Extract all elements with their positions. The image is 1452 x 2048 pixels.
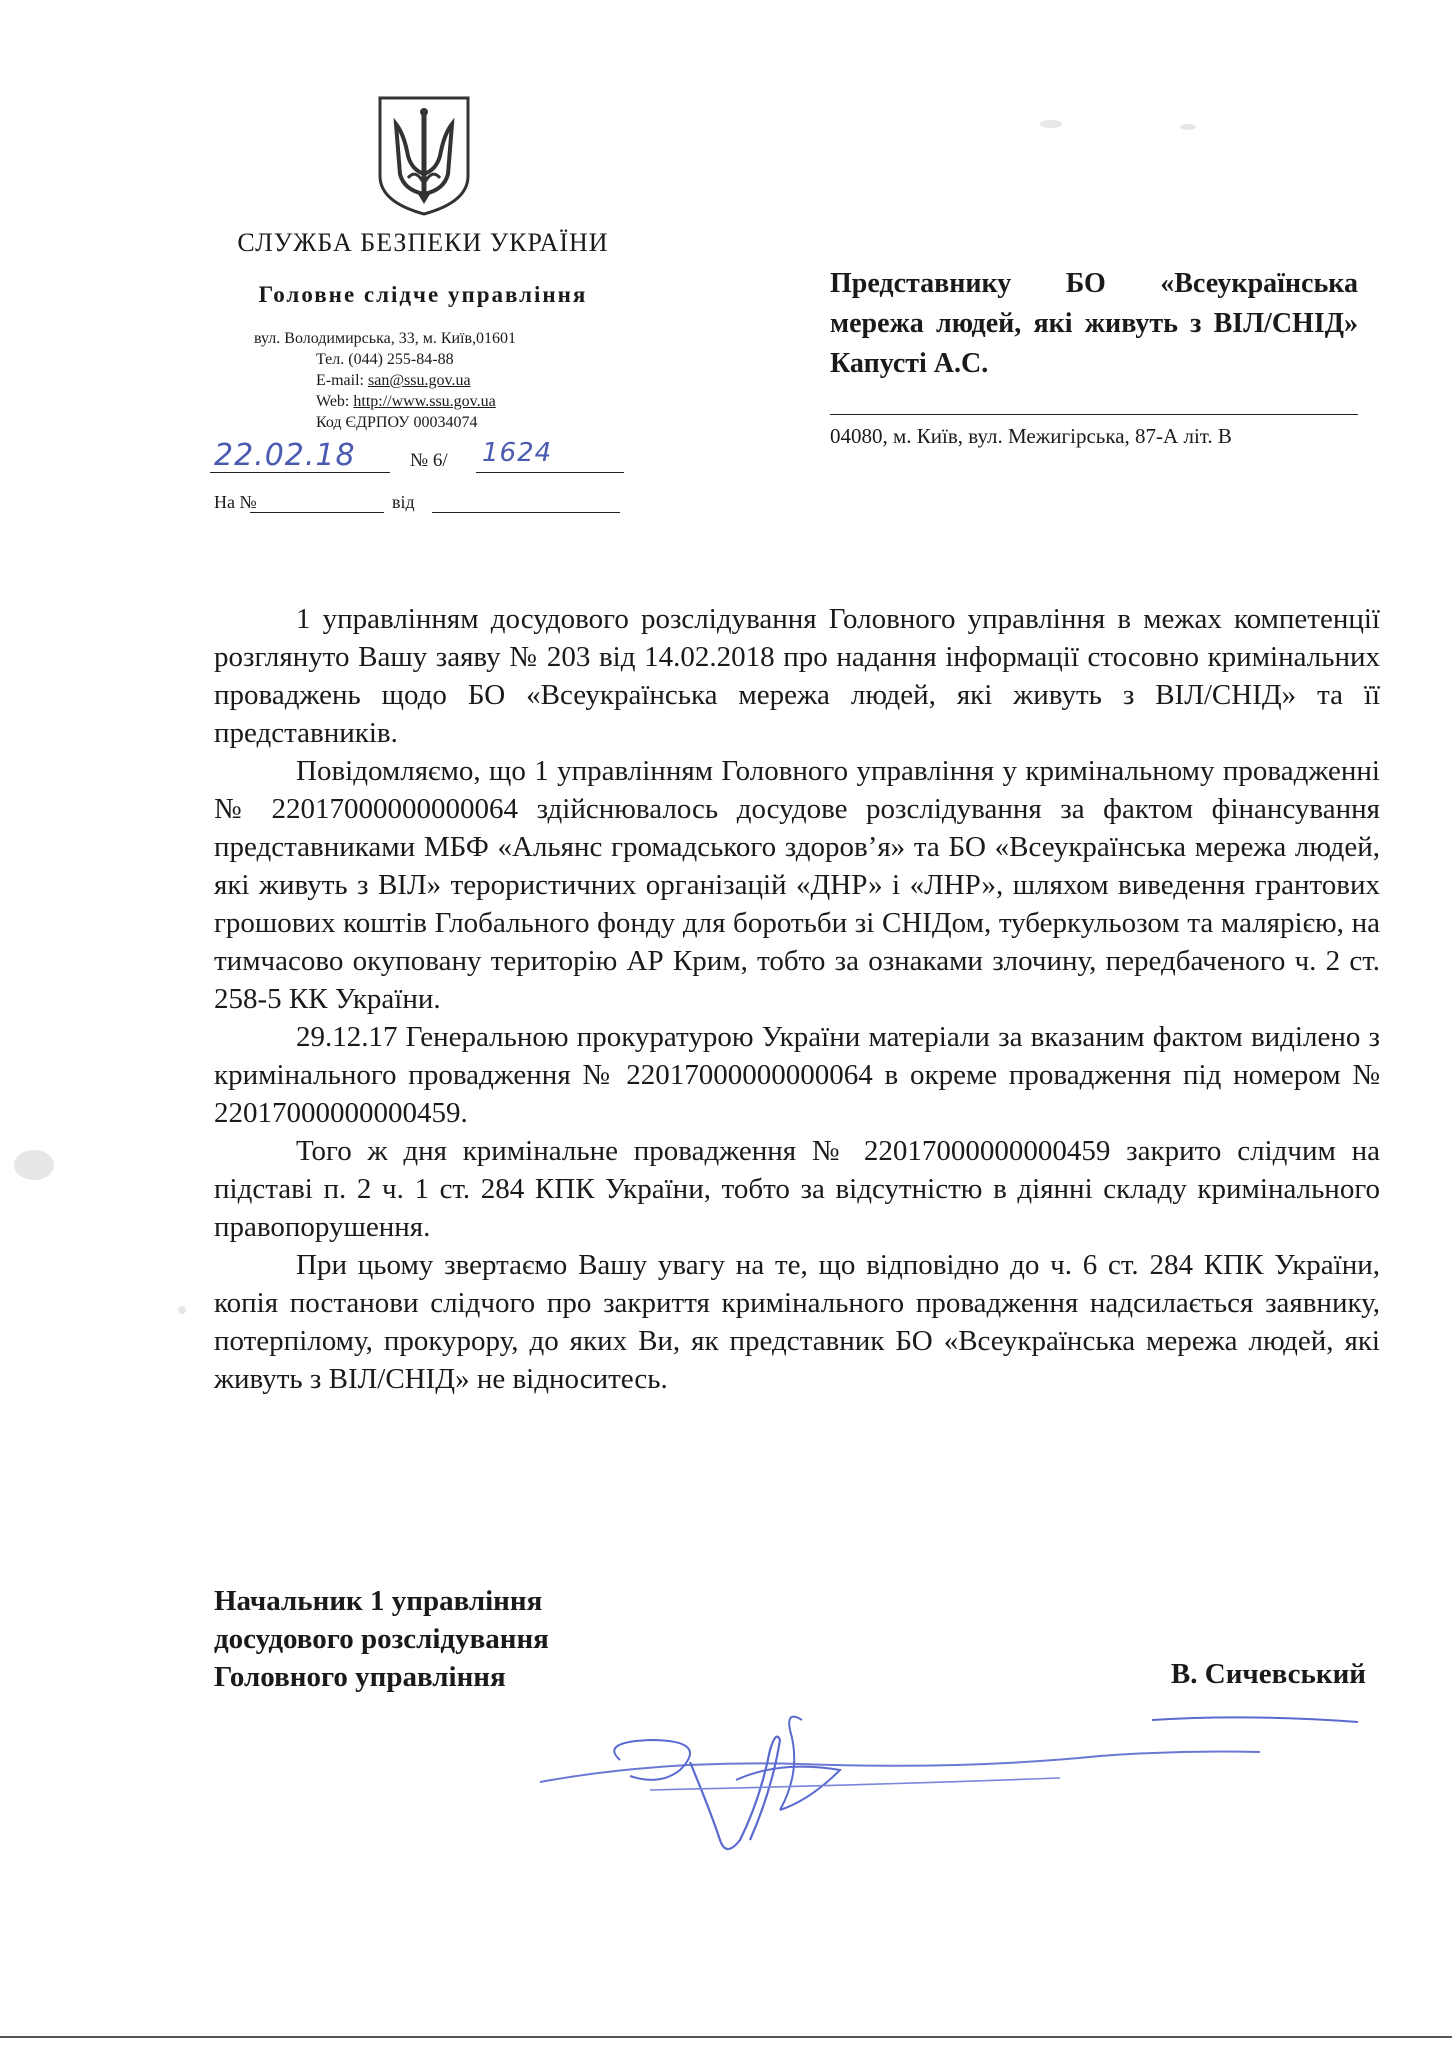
- recipient-name: Представнику БО «Всеукраїнська мережа людей, які живуть з ВІЛ/СНІД» Капусті А.С.: [830, 268, 1358, 379]
- registration-date: 22.02.18: [214, 438, 356, 473]
- registration-number: 1624: [482, 438, 553, 468]
- signatory-title-line: Начальник 1 управління: [214, 1585, 543, 1617]
- scan-smudge: [14, 1150, 54, 1180]
- scan-smudge: [178, 1306, 186, 1314]
- registration-line: [210, 440, 630, 476]
- reference-label: На №: [214, 492, 257, 512]
- address-line: вул. Володимирська, 33, м. Київ,01601: [254, 330, 517, 347]
- email-label: E-mail:: [316, 372, 364, 389]
- edrpou-line: Код ЄДРПОУ 00034074: [316, 414, 478, 431]
- body-paragraph: Того ж дня кримінальне провадження № 22017000000000459 закрито слідчим на підставі п. 2 ч. 1 ст. 284 КПК України, тобто за відсутністю в діянні складу кримінального правопорушення.: [214, 1135, 1380, 1243]
- reference-from-label: від: [392, 492, 415, 512]
- scan-bottom-edge: [0, 2036, 1452, 2038]
- body-paragraph: 1 управлінням досудового розслідування Головного управління в межах компетенції розглянуто Вашу заяву № 203 від 14.02.2018 про надання інформації стосовно кримінальних проваджень щодо БО «Всеукраїнська мережа людей, які живуть з ВІЛ/СНІД» та її представників.: [214, 603, 1380, 749]
- department-name: Головне слідче управління: [258, 282, 588, 307]
- reference-date-blank: [432, 512, 620, 513]
- recipient-divider: [830, 414, 1358, 415]
- handwritten-signature: [540, 1690, 1260, 1880]
- scan-smudge: [1040, 120, 1062, 128]
- organization-name: СЛУЖБА БЕЗПЕКИ УКРАЇНИ: [237, 228, 609, 257]
- web-link[interactable]: http://www.ssu.gov.ua: [353, 393, 496, 410]
- number-underline: [476, 472, 624, 473]
- registration-number-label: № 6/: [410, 450, 448, 471]
- body-paragraph: 29.12.17 Генеральною прокуратурою України матеріали за вказаним фактом виділено з кримінального провадження № 22017000000000064 в окреме провадження під номером № 22017000000000459.: [214, 1021, 1380, 1129]
- body-paragraph: Повідомляємо, що 1 управлінням Головного управління у кримінальному провадженні № 22017000000000064 здійснювалось досудове розслідування за фактом фінансування представниками МБФ «Альянс громадського здоров’я» та БО «Всеукраїнська мережа людей, які живуть з ВІЛ» терористичних організацій «ДНР» і «ЛНР», шляхом виведення грантових грошових коштів Глобального фонду для боротьби зі СНІДом, туберкульозом та малярією, на тимчасово окуповану територію АР Крим, тобто за ознаками злочину, передбаченого ч. 2 ст. 258-5 КК України.: [214, 755, 1380, 1015]
- body-paragraph: При цьому звертаємо Вашу увагу на те, що відповідно до ч. 6 ст. 284 КПК України, копія постанови слідчого про закриття кримінального провадження надсилається заявнику, потерпілому, прокурору, до яких Ви, як представник БО «Всеукраїнська мережа людей, які живуть з ВІЛ/СНІД» не відноситесь.: [214, 1249, 1380, 1395]
- signatory-title-line: Головного управління: [214, 1661, 506, 1693]
- signatory-name: В. Сичевський: [1170, 1658, 1366, 1690]
- web-label: Web:: [316, 393, 350, 410]
- letter-body: [214, 600, 1380, 1398]
- coat-of-arms-emblem: [374, 94, 474, 218]
- scan-smudge: [1180, 124, 1196, 130]
- contact-block: [240, 328, 620, 433]
- web-line: [240, 391, 620, 412]
- reference-number-blank: [250, 512, 384, 513]
- signatory-title: [214, 1582, 734, 1696]
- phone-line: Тел. (044) 255-84-88: [316, 351, 454, 368]
- email-line: [240, 370, 620, 391]
- date-underline: [210, 472, 390, 473]
- recipient-address: 04080, м. Київ, вул. Межигірська, 87-А літ. В: [830, 424, 1232, 448]
- signatory-title-line: досудового розслідування: [214, 1623, 549, 1655]
- email-link[interactable]: san@ssu.gov.ua: [367, 372, 471, 389]
- reference-line: [214, 492, 634, 522]
